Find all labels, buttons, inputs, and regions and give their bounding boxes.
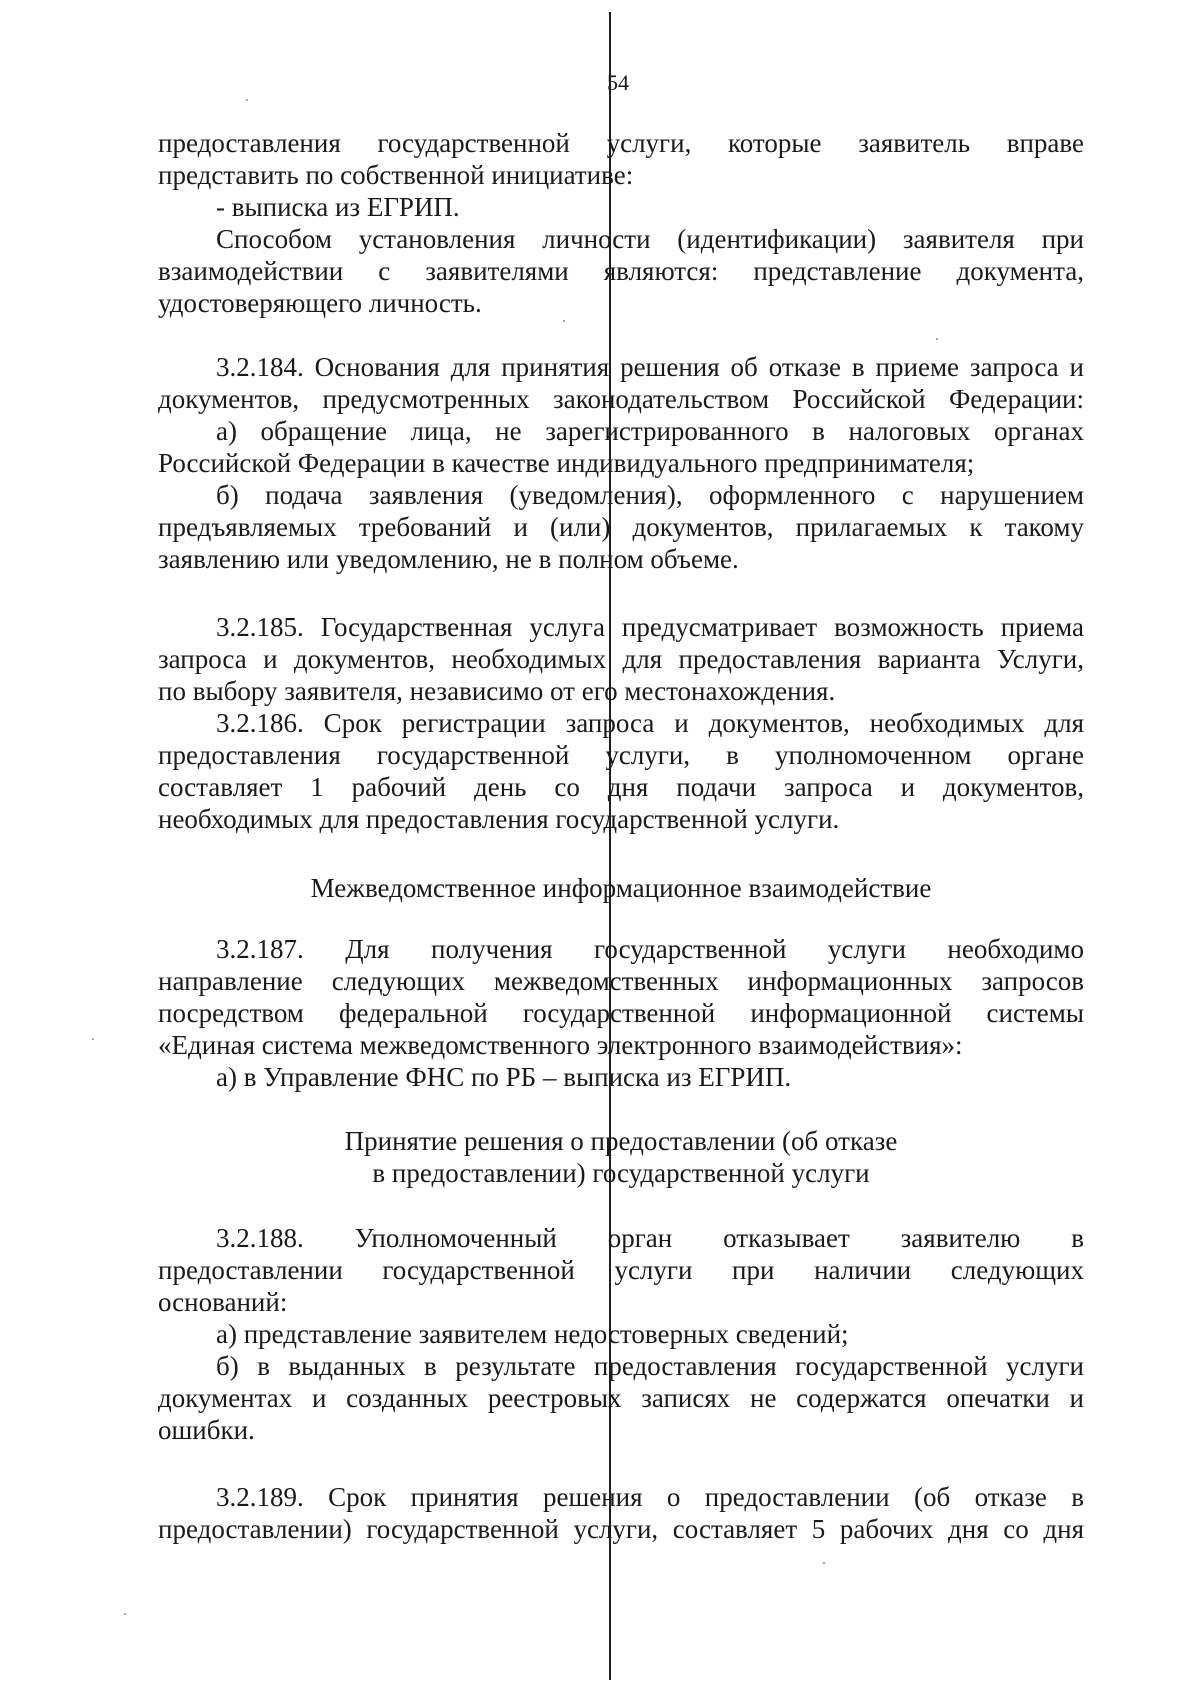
text-line: заявлению или уведомлению, не в полном объеме. xyxy=(158,544,739,574)
paragraph-optional-documents xyxy=(158,127,1084,223)
text-line: ошибки. xyxy=(158,1415,255,1445)
text-line: по выбору заявителя, независимо от его местонахождения. xyxy=(158,676,836,706)
heading-line: Межведомственное информационное взаимодействие xyxy=(310,873,932,903)
text-line: а) обращение лица, не зарегистрированного в налоговых органах xyxy=(216,416,1084,446)
text-line: 3.2.187. Для получения государственной услуги необходимо xyxy=(216,934,1084,964)
paragraph-3-2-184 xyxy=(158,351,1084,575)
text-line: посредством федеральной государственной информационной системы xyxy=(158,998,1084,1028)
text-line: необходимых для предоставления государственной услуги. xyxy=(158,804,840,834)
paragraph-3-2-187 xyxy=(158,933,1084,1093)
text-line: 3.2.186. Срок регистрации запроса и документов, необходимых для xyxy=(216,708,1084,738)
scan-speck xyxy=(92,1038,94,1040)
text-line: б) в выданных в результате предоставления государственной услуги xyxy=(216,1351,1084,1381)
scan-speck xyxy=(823,1562,825,1564)
text-line: направление следующих межведомственных информационных запросов xyxy=(158,966,1084,996)
text-line: удостоверяющего личность. xyxy=(158,288,482,318)
paragraph-3-2-188 xyxy=(158,1222,1084,1446)
text-line: Способом установления личности (идентификации) заявителя при xyxy=(216,224,1084,254)
text-line: б) подача заявления (уведомления), оформленного с нарушением xyxy=(216,480,1084,510)
text-line: «Единая система межведомственного электронного взаимодействия»: xyxy=(158,1030,963,1060)
text-line: запроса и документов, необходимых для предоставления варианта Услуги, xyxy=(158,644,1084,674)
scan-speck xyxy=(246,99,248,101)
paragraph-3-2-185-186 xyxy=(158,611,1084,835)
heading-line: Принятие решения о предоставлении (об отказе xyxy=(344,1126,898,1156)
text-line: оснований: xyxy=(158,1287,288,1317)
paragraph-identification xyxy=(158,223,1084,319)
text-line: взаимодействии с заявителями являются: представление документа, xyxy=(158,256,1084,286)
paragraph-3-2-189 xyxy=(158,1481,1084,1545)
text-line: - выписка из ЕГРИП. xyxy=(216,192,460,222)
text-line: Российской Федерации в качестве индивидуального предпринимателя; xyxy=(158,448,975,478)
text-line: предоставления государственной услуги, которые заявитель вправе xyxy=(158,128,1084,158)
scan-speck xyxy=(563,320,565,322)
text-line: 3.2.184. Основания для принятия решения об отказе в приеме запроса и xyxy=(216,352,1084,382)
text-line: представить по собственной инициативе: xyxy=(158,160,634,190)
page-number: 54 xyxy=(607,70,629,95)
text-line: 3.2.188. Уполномоченный орган отказывает заявителю в xyxy=(216,1223,1084,1253)
text-line: 3.2.189. Срок принятия решения о предоставлении (об отказе в xyxy=(216,1482,1084,1512)
text-line: предоставлении) государственной услуги, составляет 5 рабочих дня со дня xyxy=(158,1514,1084,1544)
text-line: 3.2.185. Государственная услуга предусматривает возможность приема xyxy=(216,612,1084,642)
text-line: предоставления государственной услуги, в уполномоченном органе xyxy=(158,740,1084,770)
text-line: а) представление заявителем недостоверных сведений; xyxy=(216,1319,849,1349)
section-heading-interagency xyxy=(158,872,1084,904)
text-line: составляет 1 рабочий день со дня подачи запроса и документов, xyxy=(158,772,1084,802)
text-line: предъявляемых требований и (или) документов, прилагаемых к такому xyxy=(158,512,1084,542)
text-line: документов, предусмотренных законодательством Российской Федерации: xyxy=(158,384,1084,414)
text-line: предоставлении государственной услуги при наличии следующих xyxy=(158,1255,1084,1285)
text-line: а) в Управление ФНС по РБ – выписка из ЕГРИП. xyxy=(216,1062,792,1092)
section-heading-decision xyxy=(158,1125,1084,1189)
scan-speck xyxy=(936,338,938,340)
scan-speck xyxy=(124,1613,126,1615)
heading-line: в предоставлении) государственной услуги xyxy=(372,1158,870,1188)
text-line: документах и созданных реестровых записях не содержатся опечатки и xyxy=(158,1383,1084,1413)
